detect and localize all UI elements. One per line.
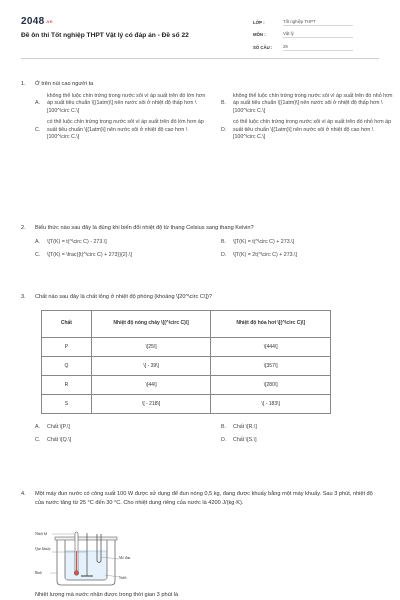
meta-row-subject — [253, 29, 353, 42]
table-cell: \[444\] — [211, 337, 331, 356]
question-number: 1. — [21, 81, 26, 87]
option-text: Chất \[Q.\] — [47, 437, 72, 444]
option-a[interactable] — [35, 93, 207, 116]
answer-options — [35, 418, 379, 445]
table-cell: S — [42, 394, 92, 413]
option-c[interactable] — [35, 437, 207, 445]
meta-key: SỐ CÂU : — [253, 44, 273, 50]
table-cell: R — [42, 375, 92, 394]
option-text: Chất \[R.\] — [233, 423, 257, 430]
table-cell: Q — [42, 356, 92, 375]
option-text: \[T(K) = t(^\circ C) + 273.\] — [233, 238, 295, 245]
option-a[interactable] — [35, 239, 207, 247]
page-title: Đề ôn thi Tốt nghiệp THPT Vật lý có đáp án - Đề số 22 — [21, 32, 189, 39]
question-3 — [21, 294, 379, 445]
option-label: D. — [221, 252, 227, 259]
question-stem — [21, 490, 379, 507]
column-header: Chất — [42, 310, 92, 337]
meta-value: Tốt nghiệp THPT — [283, 19, 353, 26]
table-header-row — [42, 310, 331, 337]
option-text: có thể luộc chín trứng trong nước sôi vì áp suất trên đó nhỏ hơn áp suất tiêu chuẩn \[(1atm)\] nên nước sôi ở nhiệt độ cao hơn \[100^\circ C.\] — [233, 119, 392, 141]
table-row — [42, 375, 331, 394]
thermometer-bulb — [74, 571, 79, 576]
question-text: Ở trên núi cao người ta — [35, 81, 94, 87]
option-text: có thể luộc chín trứng trong nước sôi vì áp suất trên đó lớn hơn áp suất tiêu chuẩn \[(1atm)\] nên nước sôi ở nhiệt độ cao hơn \[100^\circ C.\] — [47, 119, 204, 141]
label-water: Nước — [119, 576, 128, 580]
option-b[interactable] — [221, 239, 393, 247]
option-text: \[T(K) = t(^\circ C) - 273.\] — [47, 238, 107, 245]
question-continuation: Nhiệt lượng mà nước nhận được trong thời gian 3 phút là — [35, 592, 179, 598]
option-text: \[T(K) = 2t(^\circ C) + 273.\] — [233, 252, 298, 259]
calorimeter-diagram — [35, 531, 135, 587]
table-cell: P — [42, 337, 92, 356]
table-row — [42, 356, 331, 375]
option-label: A. — [35, 238, 41, 245]
meta-value: 28 — [283, 44, 353, 51]
column-header: Nhiệt độ nóng chảy \[(^\circ C)\] — [91, 310, 211, 337]
table-cell: \[ - 39\] — [91, 356, 211, 375]
water — [66, 551, 107, 580]
option-text: Chất \[S.\] — [233, 437, 257, 444]
site-logo[interactable]: 2048.vn — [21, 16, 53, 27]
vessel-lid — [55, 537, 117, 540]
option-label: B. — [221, 238, 227, 245]
option-label: B. — [221, 423, 227, 430]
question-text: Một máy đun nước có công suất 100 W được sử dụng để đun nóng 0,5 kg, đang được khuấy bằng một máy khuấy. Sau 3 phút, nhiệt độ của nước tăng từ 25 °C đến 30 °C. Cho nhiệt dung riêng của nước là 4200 J/(kg·K). — [35, 491, 373, 506]
option-c[interactable] — [35, 119, 207, 142]
option-label: A. — [35, 100, 41, 107]
option-d[interactable] — [221, 252, 393, 260]
label-thermometer: Nhiệt kế — [35, 532, 48, 536]
table-row — [42, 337, 331, 356]
table-cell: \[25\] — [91, 337, 211, 356]
table-cell: \[280\] — [211, 375, 331, 394]
option-label: C. — [35, 437, 41, 444]
table-cell: \[ - 183\] — [211, 394, 331, 413]
question-1 — [21, 81, 393, 142]
exam-meta — [253, 16, 353, 54]
option-b[interactable] — [221, 424, 393, 432]
question-number: 4. — [21, 491, 26, 497]
option-label: D. — [221, 437, 227, 444]
answer-options — [35, 89, 393, 143]
question-stem — [21, 81, 379, 89]
table-cell: \[44\] — [91, 375, 211, 394]
question-number: 2. — [21, 225, 26, 231]
option-text: Chất \[P.\] — [47, 423, 70, 430]
question-4 — [21, 490, 379, 507]
option-c[interactable] — [35, 252, 207, 260]
meta-row-count — [253, 41, 353, 54]
question-text: Chất nào sau đây là chất lỏng ở nhiệt độ phòng (khoảng \[20^\circ C\])? — [35, 294, 213, 300]
meta-key: MÔN : — [253, 32, 266, 38]
option-a[interactable] — [35, 424, 207, 432]
option-label: A. — [35, 423, 41, 430]
meta-row-class — [253, 16, 353, 29]
option-label: D. — [221, 126, 227, 133]
option-text: \[T(K) = \frac{{t(^\circ C) + 273}}{2}.\] — [47, 252, 132, 259]
option-d[interactable] — [221, 119, 393, 142]
header-divider — [21, 58, 379, 59]
meta-value: Vật lý — [283, 31, 353, 38]
option-text: không thể luộc chín trứng trong nước sôi vì áp suất trên đó lớn hơn áp suất tiêu chuẩn \[(1atm)\] nên nước sôi ở nhiệt độ thấp hơn \[100^\circ C.\] — [47, 92, 206, 114]
option-label: C. — [35, 252, 41, 259]
column-header: Nhiệt độ hóa hơi \[(^\circ C)\] — [211, 310, 331, 337]
question-number: 3. — [21, 294, 26, 300]
question-2 — [21, 225, 379, 260]
label-stirrer: Que khuấy — [35, 547, 51, 551]
answer-options — [35, 233, 379, 260]
option-d[interactable] — [221, 437, 393, 445]
option-b[interactable] — [221, 93, 393, 116]
option-label: C. — [35, 126, 41, 133]
label-vessel: Bình — [35, 571, 42, 575]
table-cell: \[ - 218\] — [91, 394, 211, 413]
data-table — [41, 310, 331, 414]
table-cell: \[357\] — [211, 356, 331, 375]
option-text: không thể luộc chín trứng trong nước sôi vì áp suất trên đó nhỏ hơn áp suất tiêu chuẩn \[(1atm)\] nên nước sôi ở nhiệt độ thấp hơn \[100^\circ C.\] — [233, 92, 393, 114]
question-text: Biểu thức nào sau đây là đúng khi biến đổi nhiệt độ từ thang Celsius sang thang Kelvin? — [35, 225, 254, 231]
meta-key: LỚP : — [253, 19, 265, 25]
table-row — [42, 394, 331, 413]
option-label: B. — [221, 100, 227, 107]
question-stem — [21, 294, 379, 302]
question-stem — [21, 225, 379, 233]
label-heater: Mỏ đun — [119, 556, 131, 560]
